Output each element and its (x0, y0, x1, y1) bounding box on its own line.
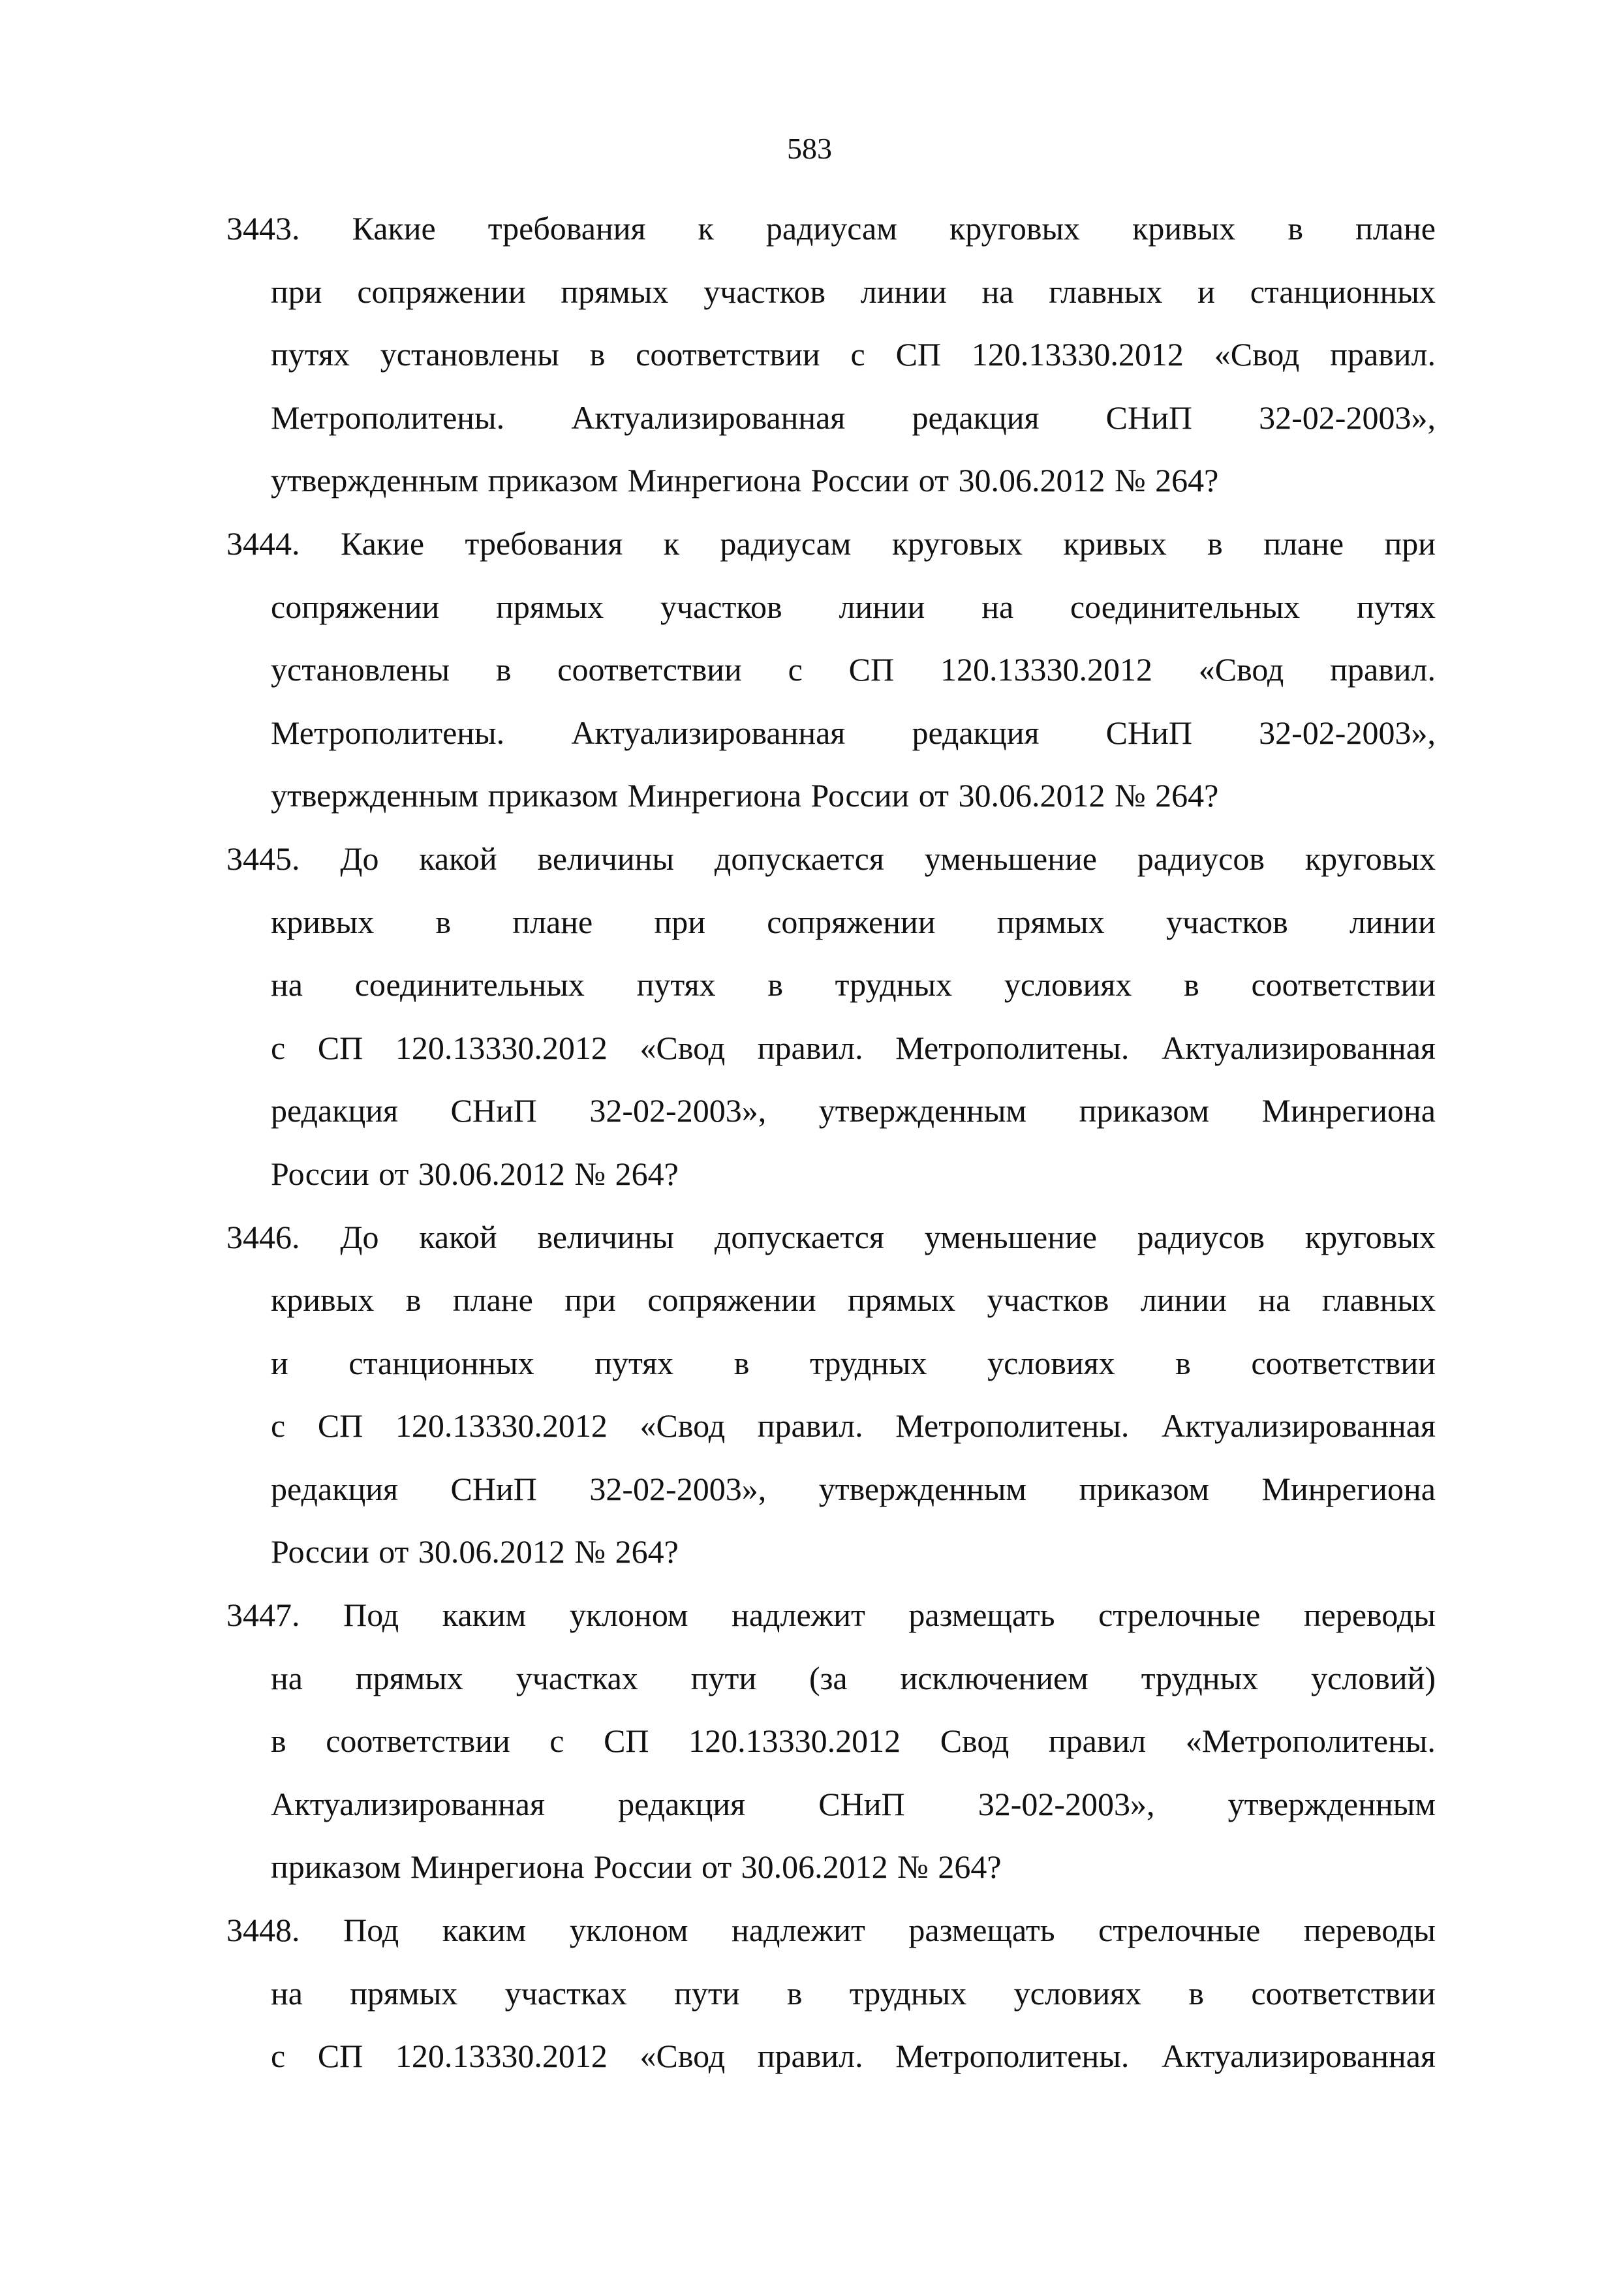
question-text: прямых (496, 588, 604, 625)
question-text: станционных (348, 1344, 534, 1381)
question-text: размещать (908, 1597, 1055, 1634)
question-text: правил. (1330, 336, 1436, 373)
question-text: приказом Минрегиона России от 30.06.2012 № 264? (271, 1848, 1002, 1886)
question-text: утвержденным (818, 1470, 1027, 1507)
question-text: стрелочные (1098, 1912, 1261, 1949)
question-text: плане (1355, 210, 1436, 247)
question-text: СНиП (1105, 399, 1192, 436)
question-item (226, 1584, 1436, 1899)
question-text: СНиП (818, 1785, 905, 1822)
question-text: редакция (271, 1470, 398, 1507)
question-text: Метрополитены. (271, 399, 505, 436)
question-text: путях (594, 1344, 674, 1381)
question-text: уменьшение (924, 1218, 1097, 1255)
question-text: утвержденным приказом Минрегиона России от 30.06.2012 № 264? (271, 777, 1219, 814)
question-text: 120.13330.2012 (395, 2038, 608, 2075)
question-item (226, 1206, 1436, 1584)
question-text: с (271, 1029, 286, 1066)
question-line (271, 386, 1436, 450)
question-text: прямых (350, 1974, 458, 2012)
question-text: соответствии (1251, 966, 1436, 1003)
question-text: в (733, 1344, 750, 1381)
question-text: и (271, 1344, 288, 1381)
question-text: правил. (757, 1029, 863, 1066)
question-text: «Метрополитены. (1185, 1722, 1436, 1760)
question-text: утвержденным приказом Минрегиона России от 30.06.2012 № 264? (271, 462, 1219, 499)
question-text: прямых (848, 1281, 956, 1319)
question-line (271, 1647, 1436, 1710)
question-text: круговых (1304, 840, 1436, 877)
question-text: какой (419, 1218, 497, 1255)
question-text: надлежит (732, 1912, 865, 1949)
question-text: главных (1321, 1281, 1436, 1319)
question-text: при (654, 903, 705, 940)
question-text: соответствии (1251, 1974, 1436, 2012)
question-text: Какие (340, 525, 425, 562)
question-text: СП (848, 651, 895, 688)
question-text: Свод (940, 1722, 1010, 1760)
question-text: Метрополитены. (895, 2038, 1130, 2075)
question-text: СНиП (450, 1092, 537, 1129)
question-text: плане (512, 903, 593, 940)
question-text: соединительных (354, 966, 585, 1003)
question-text: условиях (987, 1344, 1115, 1381)
question-text: приказом (1079, 1470, 1209, 1507)
question-text: кривых (1132, 210, 1236, 247)
question-text: в (271, 1722, 286, 1760)
question-text: сопряжении (767, 903, 936, 940)
question-text: переводы (1303, 1597, 1436, 1634)
question-text: на (1258, 1281, 1291, 1319)
question-text: правил. (1330, 651, 1436, 688)
question-line (271, 1709, 1436, 1773)
question-text: (за (809, 1659, 848, 1696)
question-text: СП (895, 336, 942, 373)
question-text: СП (604, 1722, 649, 1760)
question-text: кривых (271, 903, 375, 940)
question-line (271, 638, 1436, 701)
question-text: участков (1165, 903, 1288, 940)
question-text: с (850, 336, 865, 373)
question-text: «Свод (640, 2038, 726, 2075)
question-text: каким (442, 1912, 527, 1949)
question-text: требования (465, 525, 623, 562)
question-text: какой (419, 840, 497, 877)
question-text: сопряжении (647, 1281, 816, 1319)
question-line (271, 1142, 1436, 1206)
question-text: в (435, 903, 452, 940)
question-text: условий) (1311, 1659, 1436, 1696)
question-text: линии (1140, 1281, 1227, 1319)
question-text: в (495, 651, 512, 688)
question-text: исключением (900, 1659, 1088, 1696)
question-text: линии (1349, 903, 1436, 940)
question-text: трудных (810, 1344, 927, 1381)
question-text: в (589, 336, 606, 373)
question-text: Под (343, 1597, 399, 1634)
question-text: круговых (1304, 1218, 1436, 1255)
question-text: в (1287, 210, 1304, 247)
question-text: радиусов (1137, 1218, 1265, 1255)
question-number: 3443. (226, 210, 300, 247)
question-text: на (981, 588, 1014, 625)
question-text: участков (703, 273, 825, 310)
question-text: редакция (271, 1092, 398, 1129)
question-text: радиусов (1137, 840, 1265, 877)
question-text: СНиП (1105, 714, 1192, 751)
question-text: путях (271, 336, 350, 373)
question-number: 3444. (226, 525, 300, 562)
question-text: трудных (835, 966, 953, 1003)
question-line (271, 575, 1436, 639)
question-text: прямых (355, 1659, 463, 1696)
question-number: 3448. (226, 1912, 300, 1949)
question-text: каким (442, 1597, 527, 1634)
question-text: 120.13330.2012 (688, 1722, 901, 1760)
question-line (271, 891, 1436, 954)
question-first-line (226, 1584, 1436, 1647)
question-item (226, 827, 1436, 1206)
question-text: «Свод (1214, 336, 1300, 373)
question-text: путях (636, 966, 716, 1003)
question-text: участках (516, 1659, 638, 1696)
question-text: в (1184, 966, 1199, 1003)
question-text: редакция (912, 714, 1040, 751)
question-text: 120.13330.2012 (395, 1029, 608, 1066)
question-text: установлены (380, 336, 559, 373)
question-text: Метрополитены. (895, 1029, 1130, 1066)
question-line (271, 1079, 1436, 1142)
question-text: 120.13330.2012 (971, 336, 1184, 373)
question-text: правил. (757, 1407, 863, 1445)
question-number: 3446. (226, 1218, 300, 1255)
question-text: с (271, 2038, 286, 2075)
question-text: «Свод (640, 1407, 726, 1445)
question-text: уменьшение (924, 840, 1097, 877)
page-number: 583 (787, 132, 832, 165)
question-line (271, 1773, 1436, 1836)
question-line (271, 1268, 1436, 1332)
question-text: требования (487, 210, 646, 247)
question-text: СП (317, 2038, 363, 2075)
question-text: допускается (714, 840, 884, 877)
question-text: круговых (949, 210, 1081, 247)
question-text: 32-02-2003», (1259, 399, 1436, 436)
question-text: утвержденным (818, 1092, 1027, 1129)
question-line (271, 701, 1436, 765)
question-text: в (405, 1281, 422, 1319)
question-text: До (340, 840, 379, 877)
question-text: на (271, 966, 303, 1003)
question-line (271, 1017, 1436, 1080)
question-text: в (1175, 1344, 1191, 1381)
question-line (271, 449, 1436, 512)
question-text: в (1188, 1974, 1205, 2012)
question-text: уклоном (569, 1597, 688, 1634)
question-text: участков (660, 588, 782, 625)
question-text: СНиП (450, 1470, 537, 1507)
question-text: с (271, 1407, 286, 1445)
question-text: трудных (1141, 1659, 1259, 1696)
question-text: к (698, 210, 714, 247)
question-text: и (1197, 273, 1215, 310)
question-text: сопряжении (271, 588, 440, 625)
question-text: Актуализированная (1161, 1029, 1436, 1066)
question-text: Актуализированная (571, 714, 846, 751)
question-text: «Свод (640, 1029, 726, 1066)
question-text: в (767, 966, 783, 1003)
question-text: сопряжении (357, 273, 526, 310)
question-text: в (786, 1974, 803, 2012)
question-line (271, 260, 1436, 324)
question-first-line (226, 827, 1436, 891)
question-line (271, 1962, 1436, 2025)
question-text: пути (690, 1659, 757, 1696)
question-text: 32-02-2003», (589, 1470, 767, 1507)
question-text: радиусам (720, 525, 852, 562)
question-line (271, 1394, 1436, 1458)
question-text: Актуализированная (571, 399, 846, 436)
question-text: переводы (1303, 1912, 1436, 1949)
question-text: приказом (1079, 1092, 1209, 1129)
question-text: в (1207, 525, 1223, 562)
question-text: при (564, 1281, 616, 1319)
question-text: России от 30.06.2012 № 264? (271, 1155, 679, 1192)
question-text: путях (1356, 588, 1436, 625)
question-text: 32-02-2003», (1259, 714, 1436, 751)
question-first-line (226, 197, 1436, 260)
question-text: соответствии (636, 336, 820, 373)
question-text: стрелочные (1098, 1597, 1261, 1634)
question-text: прямых (996, 903, 1105, 940)
question-text: с (549, 1722, 564, 1760)
question-text: Актуализированная (1161, 1407, 1436, 1445)
question-text: правил (1048, 1722, 1147, 1760)
question-text: условиях (1004, 966, 1132, 1003)
question-text: к (663, 525, 679, 562)
question-text: размещать (908, 1912, 1055, 1949)
question-text: станционных (1250, 273, 1436, 310)
question-text: плане (452, 1281, 533, 1319)
question-text: установлены (271, 651, 450, 688)
question-text: кривых (1063, 525, 1167, 562)
question-line (271, 323, 1436, 386)
question-text: величины (537, 840, 675, 877)
question-text: пути (674, 1974, 740, 2012)
question-line (271, 2025, 1436, 2088)
question-text: плане (1263, 525, 1344, 562)
question-text: Актуализированная (1161, 2038, 1436, 2075)
question-line (271, 1520, 1436, 1584)
question-text: участков (987, 1281, 1109, 1319)
question-text: кривых (271, 1281, 375, 1319)
question-text: соединительных (1070, 588, 1301, 625)
question-text: при (1384, 525, 1436, 562)
question-text: соответствии (326, 1722, 510, 1760)
question-text: правил. (757, 2038, 863, 2075)
question-text: надлежит (732, 1597, 865, 1634)
question-first-line (226, 1206, 1436, 1269)
question-line (271, 1458, 1436, 1521)
question-text: величины (537, 1218, 675, 1255)
question-text: на (271, 1659, 303, 1696)
question-line (271, 764, 1436, 827)
question-text: Минрегиона (1261, 1092, 1436, 1129)
question-text: редакция (912, 399, 1040, 436)
question-text: 32-02-2003», (978, 1785, 1155, 1822)
question-text: линии (839, 588, 925, 625)
question-text: допускается (714, 1218, 884, 1255)
question-text: СП (317, 1407, 363, 1445)
question-text: Под (343, 1912, 399, 1949)
document-body (226, 197, 1436, 2088)
question-number: 3445. (226, 840, 300, 877)
question-text: прямых (561, 273, 669, 310)
question-text: на (271, 1974, 303, 2012)
question-text: радиусам (765, 210, 897, 247)
question-text: редакция (618, 1785, 746, 1822)
question-text: Минрегиона (1261, 1470, 1436, 1507)
question-text: России от 30.06.2012 № 264? (271, 1533, 679, 1570)
question-text: 120.13330.2012 (395, 1407, 608, 1445)
question-text: условиях (1013, 1974, 1142, 2012)
question-text: соответствии (557, 651, 742, 688)
question-text: трудных (849, 1974, 967, 2012)
question-text: 120.13330.2012 (940, 651, 1152, 688)
question-text: при (271, 273, 322, 310)
question-text: Метрополитены. (895, 1407, 1130, 1445)
question-text: До (340, 1218, 379, 1255)
question-text: «Свод (1198, 651, 1284, 688)
question-text: линии (860, 273, 947, 310)
question-item (226, 1899, 1436, 2088)
question-item (226, 197, 1436, 512)
question-line (271, 953, 1436, 1017)
question-first-line (226, 512, 1436, 575)
question-number: 3447. (226, 1597, 300, 1634)
question-line (271, 1332, 1436, 1395)
question-text: соответствии (1251, 1344, 1436, 1381)
question-text: Метрополитены. (271, 714, 505, 751)
question-text: на (981, 273, 1014, 310)
question-first-line (226, 1899, 1436, 1962)
question-text: с (788, 651, 803, 688)
question-text: участках (504, 1974, 627, 2012)
question-text: главных (1049, 273, 1163, 310)
question-text: Какие (352, 210, 436, 247)
question-text: СП (317, 1029, 363, 1066)
question-text: круговых (891, 525, 1023, 562)
question-item (226, 512, 1436, 827)
question-text: 32-02-2003», (589, 1092, 767, 1129)
question-line (271, 1835, 1436, 1899)
question-text: утвержденным (1227, 1785, 1436, 1822)
question-text: уклоном (569, 1912, 688, 1949)
question-text: Актуализированная (271, 1785, 545, 1822)
